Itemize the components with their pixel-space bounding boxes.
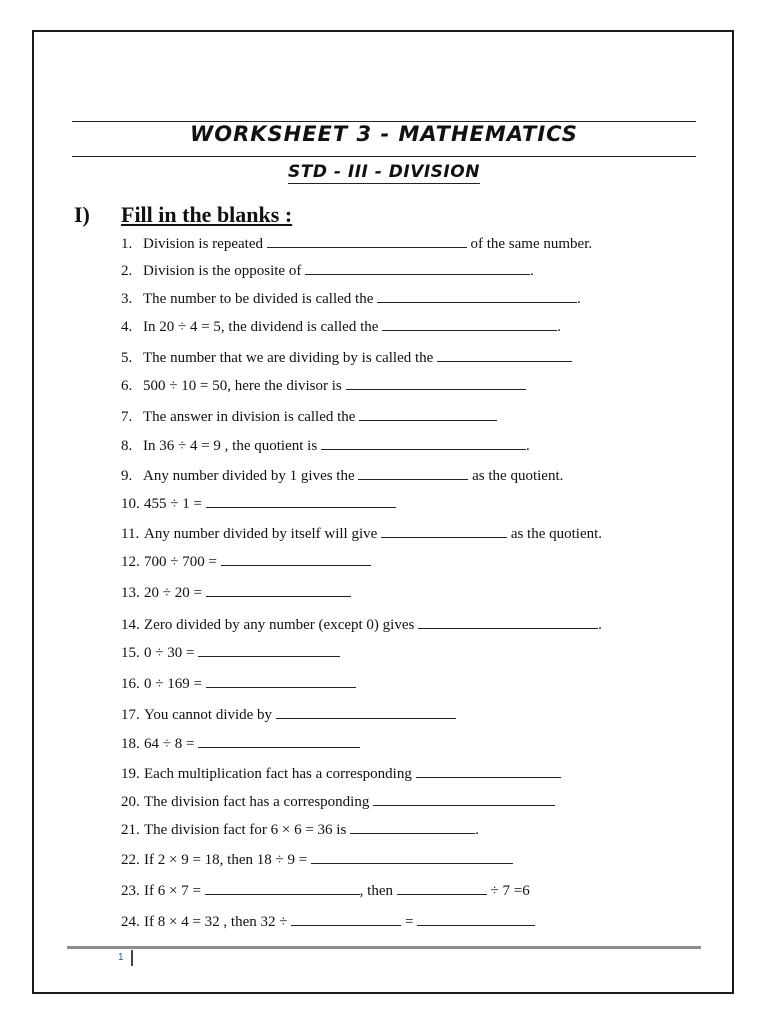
question-7: [121, 407, 497, 426]
question-number: 24.: [121, 914, 140, 930]
question-3: [121, 289, 581, 308]
question-12: [121, 552, 371, 571]
answer-blank[interactable]: [276, 705, 456, 719]
question-24: [121, 912, 535, 931]
question-number: 23.: [121, 883, 140, 899]
question-text-after: , then: [359, 883, 397, 899]
question-text: Division is repeated: [143, 236, 267, 252]
answer-blank[interactable]: [350, 820, 475, 834]
answer-blank-2[interactable]: [397, 881, 487, 895]
page-number-bar: [131, 950, 133, 966]
answer-blank[interactable]: [198, 643, 340, 657]
question-text-after: .: [557, 319, 561, 335]
question-text: In 36 ÷ 4 = 9 , the quotient is: [143, 438, 321, 454]
question-text: 700 ÷ 700 =: [144, 554, 221, 570]
question-text: Zero divided by any number (except 0) gives: [144, 617, 419, 633]
question-text: The number that we are dividing by is called the: [143, 350, 438, 366]
answer-blank[interactable]: [358, 466, 468, 480]
question-text: 20 ÷ 20 =: [144, 585, 206, 601]
section-number: I): [74, 202, 90, 227]
question-text: The division fact has a corresponding: [144, 794, 374, 810]
footer-rule: [67, 946, 701, 949]
question-number: 20.: [121, 794, 140, 810]
title-rule-bottom: [72, 156, 696, 157]
worksheet-title: WORKSHEET 3 - MATHEMATICS: [190, 122, 578, 146]
question-text: 0 ÷ 169 =: [144, 676, 206, 692]
question-text-after: .: [598, 617, 602, 633]
question-text-after: as the quotient.: [507, 526, 603, 542]
question-number: 8.: [121, 438, 133, 454]
question-number: 10.: [121, 496, 140, 512]
question-text: The answer in division is called the: [143, 409, 360, 425]
answer-blank[interactable]: [437, 348, 572, 362]
question-text: If 8 × 4 = 32 , then 32 ÷: [144, 914, 292, 930]
question-4: [121, 317, 561, 336]
question-19: [121, 764, 561, 783]
question-9: [121, 466, 563, 485]
question-10: [121, 494, 396, 513]
question-text: Any number divided by itself will give: [144, 526, 382, 542]
question-16: [121, 674, 356, 693]
question-text: 64 ÷ 8 =: [144, 736, 199, 752]
question-14: [121, 615, 602, 634]
question-2: [121, 261, 534, 280]
question-text: 500 ÷ 10 = 50, here the divisor is: [143, 378, 346, 394]
question-number: 18.: [121, 736, 140, 752]
question-number: 13.: [121, 585, 140, 601]
answer-blank[interactable]: [305, 261, 530, 275]
question-number: 21.: [121, 822, 140, 838]
question-text-after: .: [475, 822, 479, 838]
answer-blank[interactable]: [206, 583, 351, 597]
question-number: 3.: [121, 291, 133, 307]
question-number: 7.: [121, 409, 133, 425]
question-text: 0 ÷ 30 =: [144, 645, 199, 661]
question-text-after: =: [401, 914, 418, 930]
question-8: [121, 436, 530, 455]
answer-blank[interactable]: [416, 764, 561, 778]
answer-blank[interactable]: [346, 376, 526, 390]
question-number: 2.: [121, 263, 133, 279]
answer-blank[interactable]: [382, 317, 557, 331]
answer-blank[interactable]: [205, 881, 360, 895]
question-text: 455 ÷ 1 =: [144, 496, 206, 512]
question-text: The division fact for 6 × 6 = 36 is: [144, 822, 351, 838]
question-number: 6.: [121, 378, 133, 394]
question-20: [121, 792, 555, 811]
answer-blank[interactable]: [377, 289, 577, 303]
answer-blank[interactable]: [198, 734, 360, 748]
question-number: 1.: [121, 236, 133, 252]
question-number: 16.: [121, 676, 140, 692]
answer-blank[interactable]: [311, 850, 513, 864]
question-13: [121, 583, 351, 602]
question-text-after: of the same number.: [466, 236, 593, 252]
question-text: Division is the opposite of: [143, 263, 306, 279]
question-22: [121, 850, 513, 869]
question-number: 22.: [121, 852, 140, 868]
answer-blank[interactable]: [321, 436, 526, 450]
question-text: The number to be divided is called the: [143, 291, 378, 307]
subtitle-text: STD - III - DIVISION: [288, 162, 480, 182]
answer-blank[interactable]: [267, 234, 467, 248]
question-text: Any number divided by 1 gives the: [143, 468, 359, 484]
question-number: 17.: [121, 707, 140, 723]
question-text: If 6 × 7 =: [144, 883, 205, 899]
question-1: [121, 234, 592, 253]
question-23: [121, 881, 530, 900]
question-number: 12.: [121, 554, 140, 570]
answer-blank-2[interactable]: [417, 912, 535, 926]
question-text-after: .: [525, 438, 530, 454]
question-text: Each multiplication fact has a corresponding: [144, 766, 416, 782]
question-17: [121, 705, 456, 724]
worksheet-subtitle: [72, 162, 696, 182]
answer-blank[interactable]: [291, 912, 401, 926]
question-number: 11.: [121, 526, 140, 542]
question-number: 19.: [121, 766, 140, 782]
answer-blank[interactable]: [418, 615, 598, 629]
question-text-after: .: [530, 263, 534, 279]
answer-blank[interactable]: [381, 524, 507, 538]
question-6: [121, 376, 526, 395]
question-21: [121, 820, 479, 839]
question-text-end: ÷ 7 =6: [486, 883, 530, 899]
question-number: 15.: [121, 645, 140, 661]
question-text-after: as the quotient.: [468, 468, 564, 484]
question-number: 9.: [121, 468, 133, 484]
question-number: 5.: [121, 350, 133, 366]
question-number: 14.: [121, 617, 140, 633]
question-text-after: .: [577, 291, 581, 307]
answer-blank[interactable]: [206, 674, 356, 688]
answer-blank[interactable]: [359, 407, 497, 421]
question-text: If 2 × 9 = 18, then 18 ÷ 9 =: [144, 852, 311, 868]
answer-blank[interactable]: [221, 552, 371, 566]
question-18: [121, 734, 360, 753]
answer-blank[interactable]: [206, 494, 396, 508]
question-text: In 20 ÷ 4 = 5, the dividend is called the: [143, 319, 383, 335]
question-number: 4.: [121, 319, 133, 335]
page-number: 1: [118, 952, 124, 963]
question-15: [121, 643, 340, 662]
question-5: [121, 348, 572, 367]
question-text: You cannot divide by: [144, 707, 276, 723]
answer-blank[interactable]: [373, 792, 555, 806]
question-11: [121, 524, 602, 543]
section-title: Fill in the blanks :: [121, 202, 293, 227]
